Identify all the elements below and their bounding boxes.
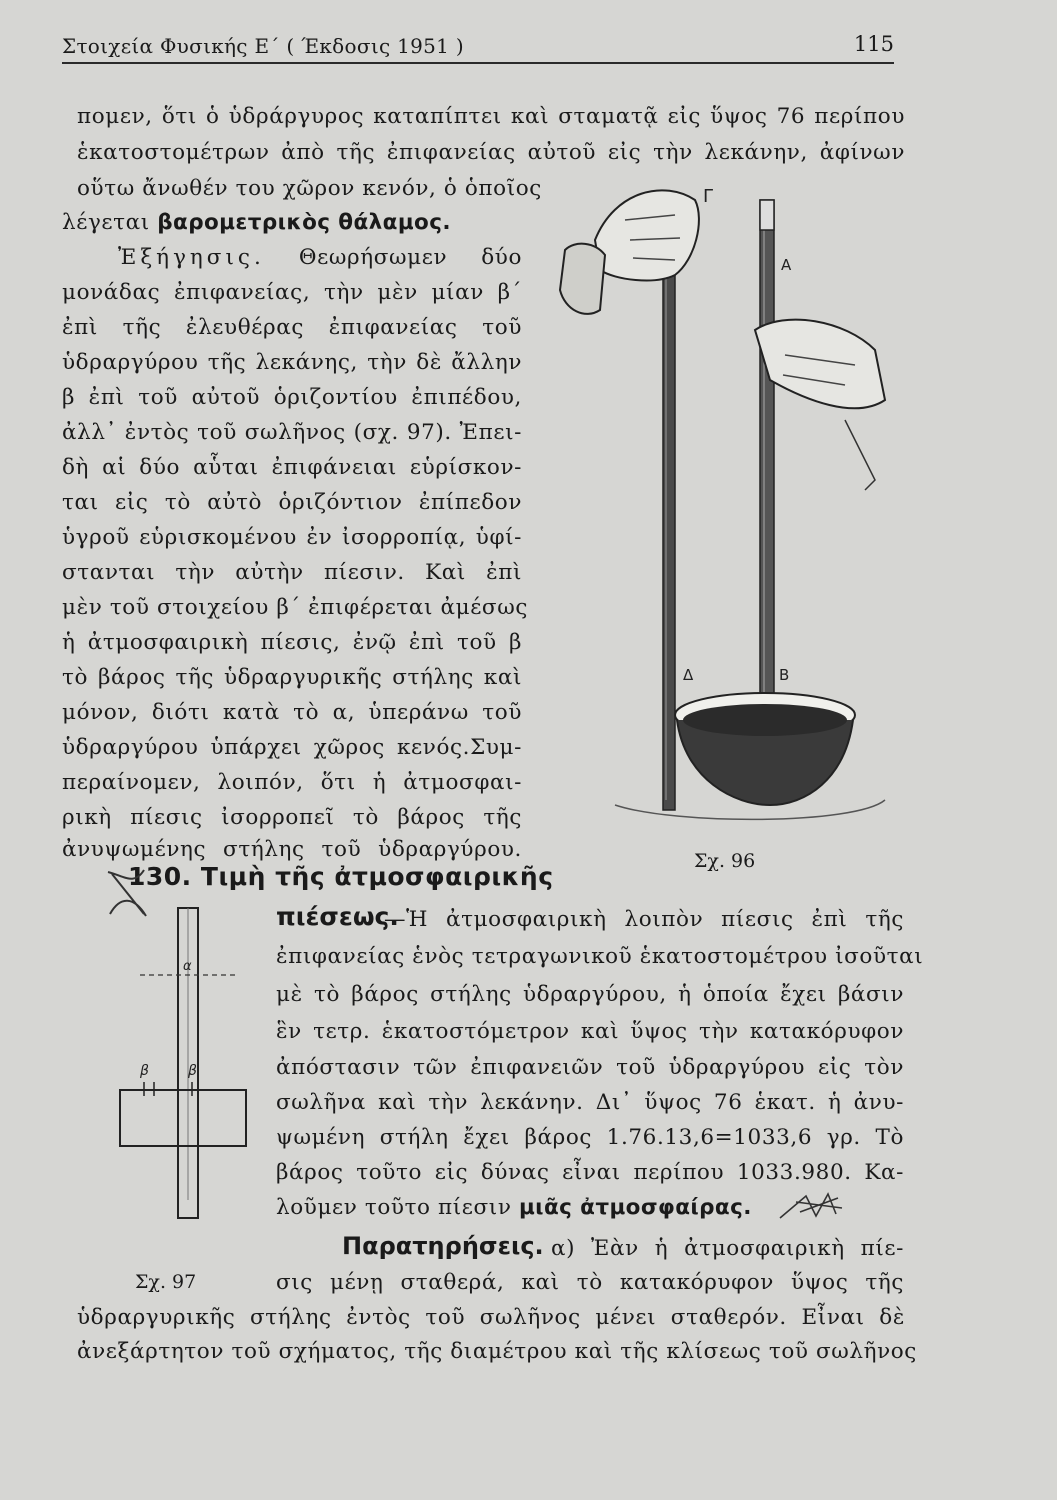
text-line: ὑδραργυρικῆς στήλης ἐντὸς τοῦ σωλῆνος μένει σταθερόν. Εἶναι δὲ xyxy=(77,1305,905,1330)
text-line: πομεν, ὅτι ὁ ὑδράργυρος καταπίπτει καὶ σταματᾷ εἰς ὕψος 76 περίπου xyxy=(77,104,905,129)
text-line: ὑγροῦ εὑρισκομένου ἐν ἰσορροπίᾳ, ὑφί- xyxy=(62,525,522,550)
label-beta-right: β xyxy=(188,1063,197,1079)
text-line xyxy=(62,208,451,238)
text-line: ἡ ἀτμοσφαιρικὴ πίεσις, ἐνῷ ἐπὶ τοῦ β xyxy=(62,630,522,655)
text-span: Θεωρήσωμεν δύο xyxy=(298,245,522,270)
text-line xyxy=(118,243,522,273)
term-barometric-chamber: βαρομετρικὸς θάλαμος. xyxy=(157,210,451,235)
text-span: λοῦμεν τοῦτο πίεσιν xyxy=(276,1195,512,1220)
text-line: ἀνυψωμένης στήλης τοῦ ὑδραργύρου. xyxy=(62,837,522,862)
text-line: ὑδραργύρου ὑπάρχει χῶρος κενός.Συμ- xyxy=(62,735,522,760)
scribble-mark xyxy=(776,1188,846,1224)
figure-97-caption: Σχ. 97 xyxy=(135,1271,197,1293)
text-line: ὑδραργύρου τῆς λεκάνης, τὴν δὲ ἄλλην xyxy=(62,350,522,375)
text-line: ται εἰς τὸ αὐτὸ ὁριζόντιον ἐπίπεδον xyxy=(62,490,522,515)
text-line: σις μένῃ σταθερά, καὶ τὸ κατακόρυφον ὕψος τῆς xyxy=(276,1270,904,1295)
text-line: σωλῆνα καὶ τὴν λεκάνην. Δι᾿ ὕψος 76 ἑκατ. ἡ ἀνυ- xyxy=(276,1090,904,1115)
basin xyxy=(120,1082,246,1146)
running-header xyxy=(62,30,894,64)
text-line: ἀνεξάρτητον τοῦ σχήματος, τῆς διαμέτρου καὶ τῆς κλίσεως τοῦ σωλῆνος xyxy=(77,1339,917,1364)
text-line: β ἐπὶ τοῦ αὐτοῦ ὁριζοντίου ἐπιπέδου, xyxy=(62,385,522,410)
text-line: ἓν τετρ. ἑκατοστόμετρον καὶ ὕψος τὴν κατακόρυφον xyxy=(276,1019,904,1044)
text-line: περαίνομεν, λοιπόν, ὅτι ἡ ἀτμοσφαι- xyxy=(62,770,522,795)
label-a: Α xyxy=(781,256,792,274)
text-line: μὲ τὸ βάρος στήλης ὑδραργύρου, ἡ ὁποία ἔχει βάσιν xyxy=(276,982,904,1007)
left-glass-tube xyxy=(663,220,675,810)
text-line: ἐπὶ τῆς ἐλευθέρας ἐπιφανείας τοῦ xyxy=(62,315,522,340)
label-b: Β xyxy=(779,666,790,684)
explanation-label: Ἐξήγησις. xyxy=(118,245,265,270)
text-line: ἐπιφανείας ἑνὸς τετραγωνικοῦ ἑκατοστομέτρου ἰσοῦται xyxy=(276,944,924,969)
label-gamma: Γ xyxy=(703,186,714,207)
text-line: ἑκατοστομέτρων ἀπὸ τῆς ἐπιφανείας αὐτοῦ εἰς τὴν λεκάνην, ἀφίνων xyxy=(77,140,905,165)
section-heading-cont: πιέσεως. xyxy=(276,902,399,931)
observations-title: Παρατηρήσεις. xyxy=(342,1232,544,1260)
label-alpha: α xyxy=(183,959,192,974)
text-line: α) Ἐὰν ἡ ἀτμοσφαιρικὴ πίε- xyxy=(551,1236,904,1261)
text-line: μὲν τοῦ στοιχείου β΄ ἐπιφέρεται ἀμέσως xyxy=(62,595,528,620)
text-line: —Ἡ ἀτμοσφαιρικὴ λοιπὸν πίεσις ἐπὶ τῆς xyxy=(384,907,904,932)
header-title: Στοιχεία Φυσικής Ε΄ ( Έκδοσις 1951 ) xyxy=(62,34,464,58)
text-line: ρικὴ πίεσις ἰσορροπεῖ τὸ βάρος τῆς xyxy=(62,805,522,830)
figure-97-diagram xyxy=(110,900,250,1230)
text-line: ψωμένη στήλη ἔχει βάρος 1.76.13,6=1033,6 γρ. Τὸ xyxy=(276,1125,904,1150)
page-number: 115 xyxy=(853,32,894,56)
text-span: λέγεται xyxy=(62,210,150,235)
mercury-basin xyxy=(615,693,885,819)
text-line: βάρος τοῦτο εἰς δύνας εἶναι περίπου 1033.980. Κα- xyxy=(276,1160,904,1185)
text-line xyxy=(276,1193,752,1223)
term-one-atmosphere: μιᾶς ἀτμοσφαίρας. xyxy=(518,1195,752,1220)
text-line: στανται τὴν αὐτὴν πίεσιν. Καὶ ἐπὶ xyxy=(62,560,522,585)
text-line: ἀπόστασιν τῶν ἐπιφανειῶν τοῦ ὑδραργύρου εἰς τὸν xyxy=(276,1055,904,1080)
label-delta: Δ xyxy=(683,666,694,684)
text-line: ἀλλ᾿ ἐντὸς τοῦ σωλῆνος (σχ. 97). Ἐπει- xyxy=(62,420,522,445)
text-line: τὸ βάρος τῆς ὑδραργυρικῆς στήλης καὶ xyxy=(62,665,522,690)
figure-96-illustration xyxy=(555,180,900,840)
text-line: οὕτω ἄνωθέν του χῶρον κενόν, ὁ ὁποῖος xyxy=(77,176,542,201)
hand-left xyxy=(560,190,699,314)
text-line: μόνον, διότι κατὰ τὸ α, ὑπεράνω τοῦ xyxy=(62,700,522,725)
right-glass-tube xyxy=(760,200,774,760)
text-line: δὴ αἱ δύο αὗται ἐπιφάνειαι εὑρίσκον- xyxy=(62,455,522,480)
label-beta-left: β xyxy=(140,1063,149,1079)
figure-96-caption: Σχ. 96 xyxy=(694,850,756,872)
section-heading: 130. Τιμὴ τῆς ἀτμοσφαιρικῆς xyxy=(128,862,554,891)
text-line: μονάδας ἐπιφανείας, τὴν μὲν μίαν β΄ xyxy=(62,280,522,305)
